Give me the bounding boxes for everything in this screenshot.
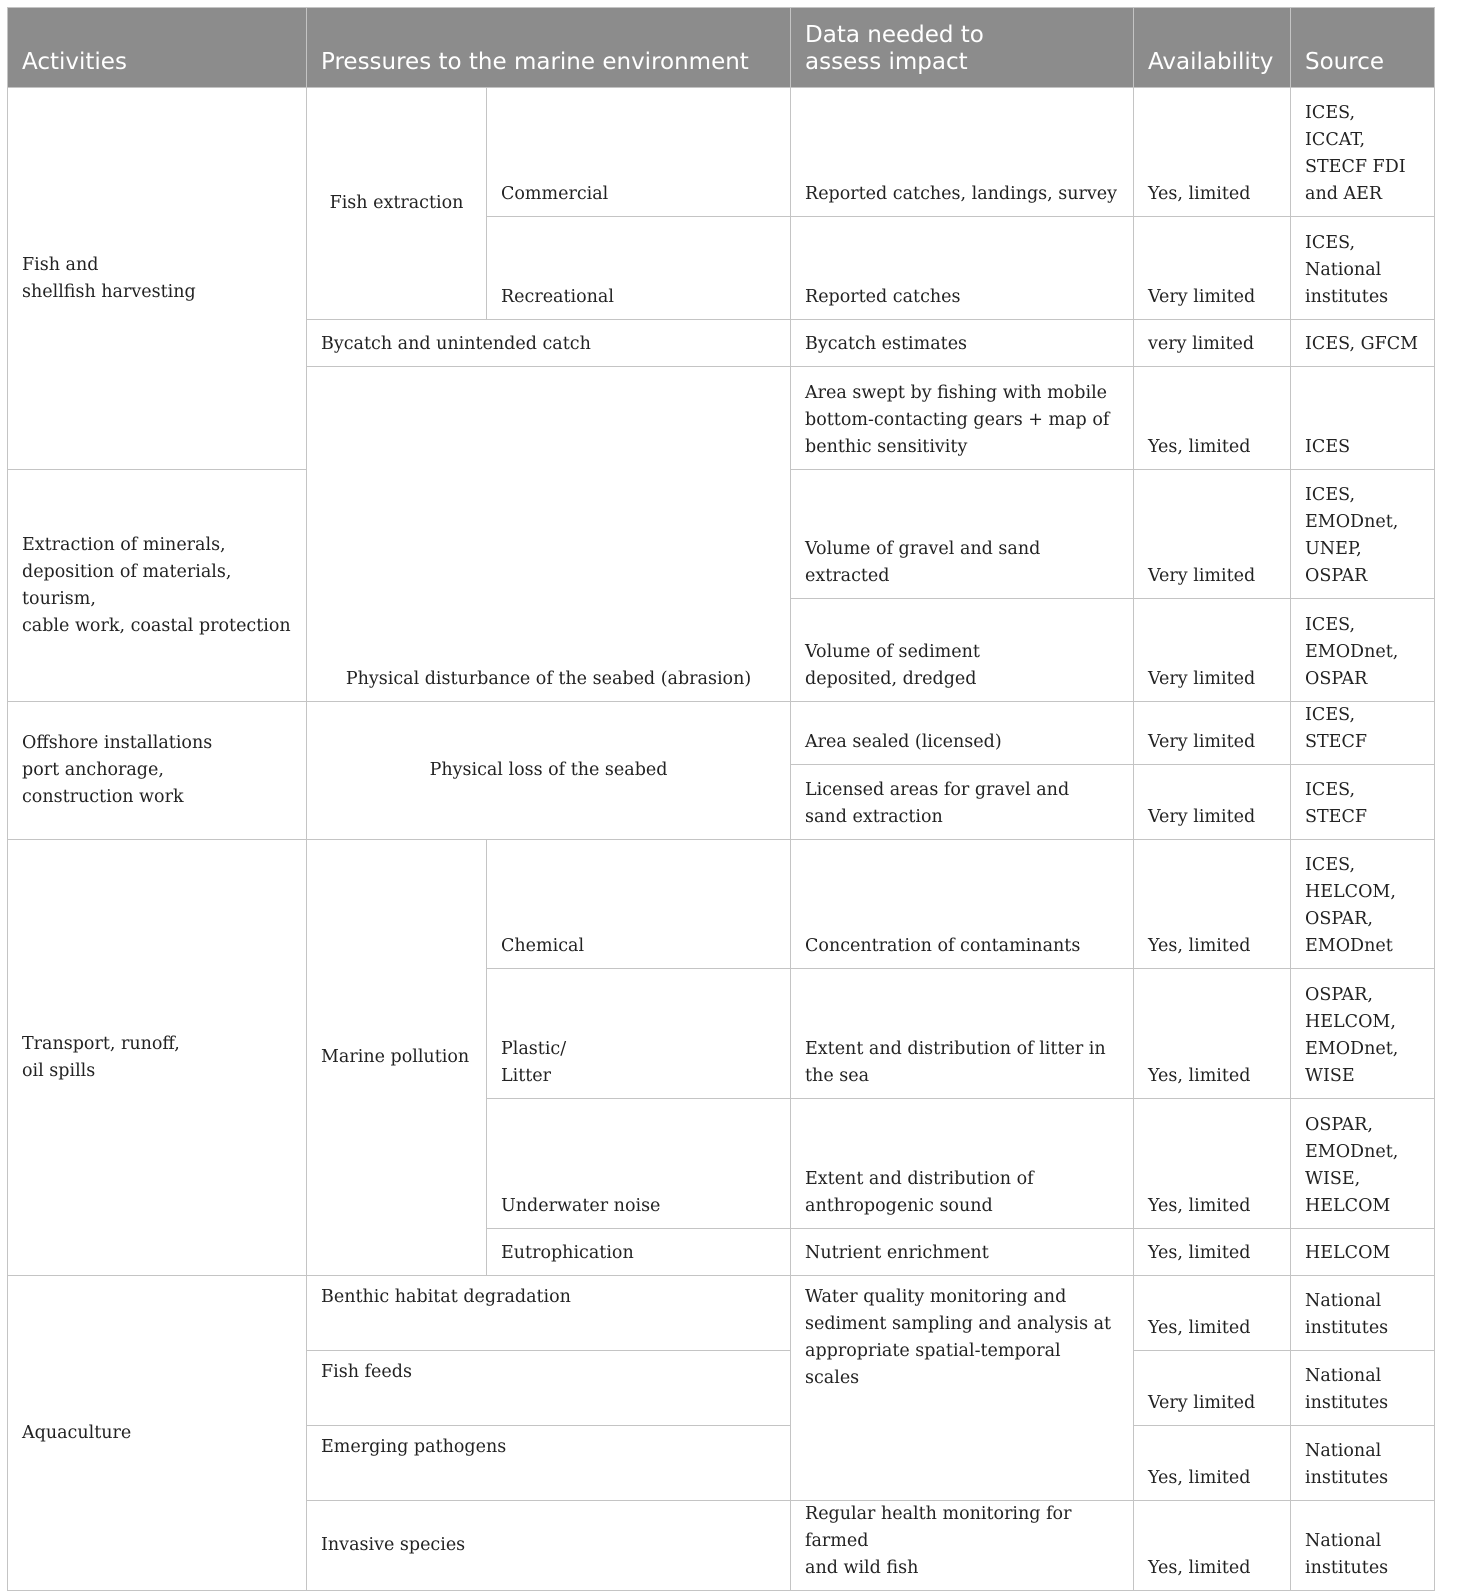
- data-health-monitoring: Regular health monitoring for farmed and wild fish: [791, 1501, 1134, 1591]
- pressure-physical-loss: Physical loss of the seabed: [307, 702, 791, 840]
- source-cell: National institutes: [1291, 1351, 1435, 1426]
- data-nutrient: Nutrient enrichment: [791, 1229, 1134, 1276]
- data-sound: Extent and distribution of anthropogenic sound: [791, 1099, 1134, 1229]
- availability-cell: Very limited: [1134, 599, 1291, 702]
- table-row: [8, 88, 1435, 217]
- pressures-data-table: [7, 7, 1435, 1591]
- pressure-recreational: Recreational: [487, 217, 791, 320]
- availability-cell: Yes, limited: [1134, 1276, 1291, 1351]
- pressure-benthic: Benthic habitat degradation: [307, 1276, 791, 1351]
- pressure-marine-pollution: Marine pollution: [307, 840, 487, 1276]
- activity-aquaculture: Aquaculture: [8, 1276, 307, 1591]
- source-cell: ICES, ICCAT, STECF FDI and AER: [1291, 88, 1435, 217]
- source-cell: National institutes: [1291, 1426, 1435, 1501]
- availability-cell: Yes, limited: [1134, 1229, 1291, 1276]
- source-cell: ICES, HELCOM, OSPAR, EMODnet: [1291, 840, 1435, 969]
- header-row: [8, 8, 1435, 88]
- pressure-pathogens: Emerging pathogens: [307, 1426, 791, 1501]
- pressure-plastic-litter: Plastic/ Litter: [487, 969, 791, 1099]
- table-row: [8, 702, 1435, 765]
- pressure-invasive: Invasive species: [307, 1501, 791, 1591]
- data-litter: Extent and distribution of litter in the sea: [791, 969, 1134, 1099]
- header-activities: Activities: [8, 8, 307, 88]
- source-cell: OSPAR, HELCOM, EMODnet, WISE: [1291, 969, 1435, 1099]
- source-cell: ICES, National institutes: [1291, 217, 1435, 320]
- data-area-sealed: Area sealed (licensed): [791, 702, 1134, 765]
- availability-cell: Very limited: [1134, 1351, 1291, 1426]
- source-cell: ICES, EMODnet, UNEP, OSPAR: [1291, 470, 1435, 599]
- pressure-eutrophication: Eutrophication: [487, 1229, 791, 1276]
- activity-fish-harvesting: Fish and shellfish harvesting: [8, 88, 307, 470]
- header-source: Source: [1291, 8, 1435, 88]
- availability-cell: Very limited: [1134, 765, 1291, 840]
- source-cell: ICES, STECF: [1291, 765, 1435, 840]
- activity-transport: Transport, runoff, oil spills: [8, 840, 307, 1276]
- data-contaminants: Concentration of contaminants: [791, 840, 1134, 969]
- data-area-swept: Area swept by fishing with mobile bottom-contacting gears + map of benthic sensitivity: [791, 367, 1134, 470]
- availability-cell: Very limited: [1134, 217, 1291, 320]
- availability-cell: very limited: [1134, 320, 1291, 367]
- header-availability: Availability: [1134, 8, 1291, 88]
- source-cell: OSPAR, EMODnet, WISE, HELCOM: [1291, 1099, 1435, 1229]
- source-cell: ICES, EMODnet, OSPAR: [1291, 599, 1435, 702]
- table-row: [8, 840, 1435, 969]
- data-sediment: Volume of sediment deposited, dredged: [791, 599, 1134, 702]
- availability-cell: Yes, limited: [1134, 969, 1291, 1099]
- source-cell: ICES, STECF: [1291, 702, 1435, 765]
- availability-cell: Very limited: [1134, 470, 1291, 599]
- pressure-fish-extraction: Fish extraction: [307, 88, 487, 320]
- data-commercial: Reported catches, landings, survey: [791, 88, 1134, 217]
- pressure-fish-feeds: Fish feeds: [307, 1351, 791, 1426]
- header-data-needed: Data needed to assess impact: [791, 8, 1134, 88]
- availability-cell: Yes, limited: [1134, 840, 1291, 969]
- data-gravel-volume: Volume of gravel and sand extracted: [791, 470, 1134, 599]
- pressure-physical-disturbance: Physical disturbance of the seabed (abrasion): [307, 367, 791, 702]
- source-cell: National institutes: [1291, 1276, 1435, 1351]
- source-cell: HELCOM: [1291, 1229, 1435, 1276]
- data-bycatch: Bycatch estimates: [791, 320, 1134, 367]
- pressure-bycatch: Bycatch and unintended catch: [307, 320, 791, 367]
- availability-cell: Yes, limited: [1134, 1426, 1291, 1501]
- availability-cell: Yes, limited: [1134, 1099, 1291, 1229]
- availability-cell: Yes, limited: [1134, 1501, 1291, 1591]
- activity-extraction: Extraction of minerals, deposition of materials, tourism, cable work, coastal protection: [8, 470, 307, 702]
- pressure-chemical: Chemical: [487, 840, 791, 969]
- availability-cell: Yes, limited: [1134, 367, 1291, 470]
- pressure-underwater-noise: Underwater noise: [487, 1099, 791, 1229]
- source-cell: ICES, GFCM: [1291, 320, 1435, 367]
- header-pressures: Pressures to the marine environment: [307, 8, 791, 88]
- data-water-quality: Water quality monitoring and sediment sampling and analysis at appropriate spatial-temporal scales: [791, 1276, 1134, 1501]
- data-licensed-areas: Licensed areas for gravel and sand extraction: [791, 765, 1134, 840]
- source-cell: ICES: [1291, 367, 1435, 470]
- availability-cell: Very limited: [1134, 702, 1291, 765]
- pressure-commercial: Commercial: [487, 88, 791, 217]
- source-cell: National institutes: [1291, 1501, 1435, 1591]
- activity-offshore: Offshore installations port anchorage, construction work: [8, 702, 307, 840]
- availability-cell: Yes, limited: [1134, 88, 1291, 217]
- data-recreational: Reported catches: [791, 217, 1134, 320]
- table-row: [8, 1276, 1435, 1351]
